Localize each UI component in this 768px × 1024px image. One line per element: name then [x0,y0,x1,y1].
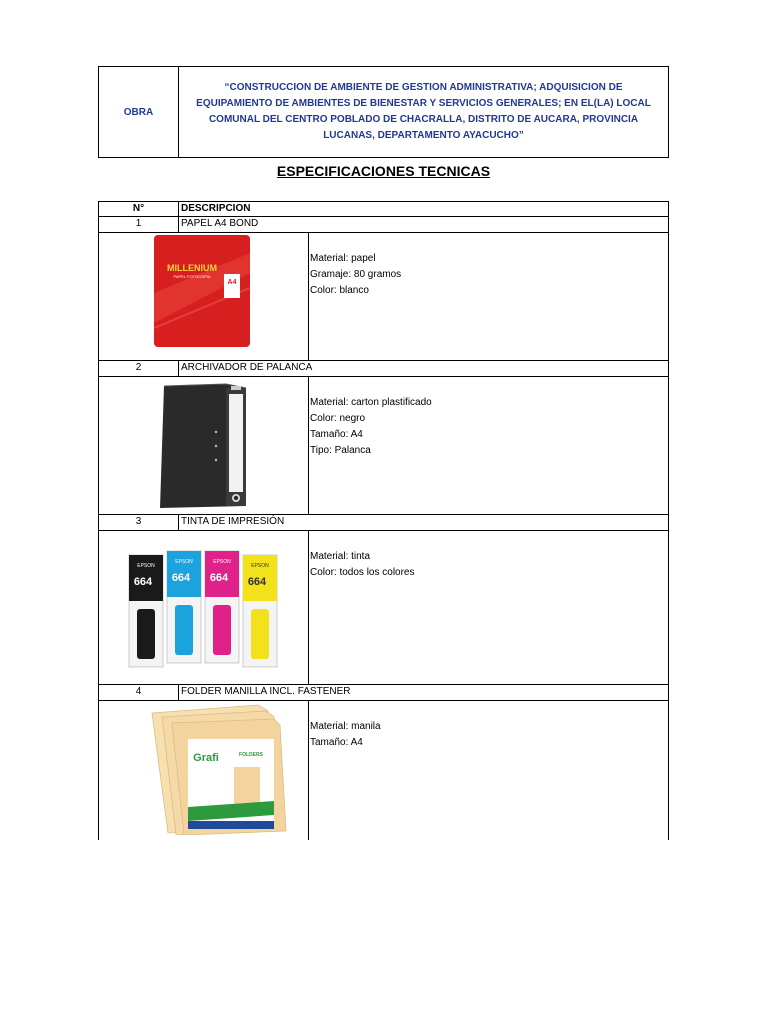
spec-line: Color: todos los colores [310,567,415,578]
spec-line: Tamaño: A4 [310,737,363,748]
item-number: 4 [99,685,179,701]
item-number: 3 [99,515,179,531]
spec-table [98,201,669,840]
ink-brand-text: EPSON [251,563,269,569]
lever-arch-file-icon [156,380,252,510]
spec-line: Gramaje: 80 gramos [310,269,402,280]
item-specs [309,233,669,361]
spec-line: Color: blanco [310,285,369,296]
item-number: 1 [99,217,179,233]
item-image-cell [99,377,309,515]
item-specs [309,377,669,515]
spec-line: Material: carton plastificado [310,397,432,408]
item-row-3 [99,515,669,531]
col-description-header: DESCRIPCION [179,202,669,217]
table-header-row [99,202,669,217]
spec-line: Material: tinta [310,551,371,562]
item-image-cell [99,233,309,361]
ink-box-cyan [167,551,201,663]
item-name: PAPEL A4 BOND [179,217,669,233]
document-title: ESPECIFICACIONES TECNICAS [276,163,491,179]
paper-sub-text: PAPEL FOTOCOPIA [173,274,211,279]
item-image-cell [99,531,309,685]
spec-line: Material: manila [310,721,381,732]
ink-model-text: 664 [209,572,229,584]
ink-model-text: 664 [133,576,153,588]
item-detail-row-2 [99,377,669,515]
ink-box-magenta [205,551,239,663]
item-name: ARCHIVADOR DE PALANCA [179,361,669,377]
ink-model-text: 664 [171,572,191,584]
ink-bottles-icon [127,547,287,671]
ink-model-text: 664 [247,576,267,588]
spec-line: Material: papel [310,253,376,264]
spec-line: Tamaño: A4 [310,429,363,440]
ink-box-yellow [243,555,277,667]
item-row-4 [99,685,669,701]
ink-box-black [129,555,163,667]
paper-brand-text: MILLENIUM [167,263,217,273]
ink-brand-text: EPSON [137,563,155,569]
item-name: TINTA DE IMPRESIÓN [179,515,669,531]
item-row-2 [99,361,669,377]
spec-line: Tipo: Palanca [310,445,371,456]
paper-ream-icon [152,233,252,349]
item-detail-row-3 [99,531,669,685]
project-header [98,66,669,158]
item-name: FOLDER MANILLA INCL. FASTENER [179,685,669,701]
manila-folder-icon [148,703,288,835]
item-specs [309,701,669,840]
folder-product-text: FOLDERS [239,752,263,758]
paper-size-text: A4 [227,279,237,286]
item-number: 2 [99,361,179,377]
project-title: “CONSTRUCCION DE AMBIENTE DE GESTION ADMINISTRATIVA; ADQUISICION DE EQUIPAMIENTO DE AMBIENTES DE BIENESTAR Y SERVICIOS GENERALES; EN EL(LA) LOCAL COMUNAL DEL CENTRO POBLADO DE CHACRALLA, DISTRITO DE AUCARA, PROVINCIA LUCANAS, DEPARTAMENTO AYACUCHO” [196,82,651,141]
item-detail-row-4 [99,701,669,840]
item-detail-row-1 [99,233,669,361]
spec-line: Color: negro [310,413,366,424]
item-row-1 [99,217,669,233]
ink-brand-text: EPSON [213,559,231,565]
item-image-cell [99,701,309,840]
header-label: OBRA [99,67,179,157]
folder-brand-text: Grafi [193,752,219,764]
ink-brand-text: EPSON [175,559,193,565]
col-number-header: N° [99,202,179,217]
item-specs [309,531,669,685]
